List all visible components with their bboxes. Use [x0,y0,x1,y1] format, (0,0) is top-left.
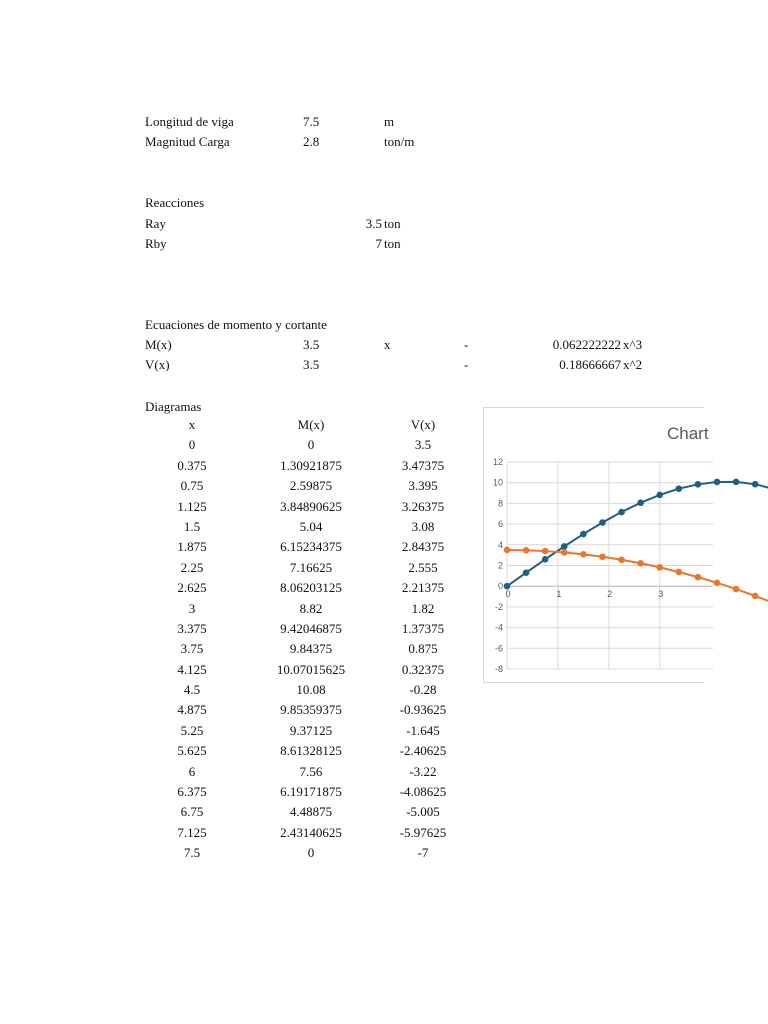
cell-x: 0.75 [180,478,204,494]
cell-moment: 5.04 [299,518,323,534]
y-tick-label: 0 [497,581,503,592]
data-point [542,548,549,555]
ray-value: 3.5 [365,216,382,231]
y-tick-label: 6 [497,519,503,530]
y-tick-label: 2 [497,560,503,571]
equations-heading: Ecuaciones de momento y cortante [145,317,327,332]
cell-shear: 2.84375 [401,539,445,555]
cell-moment: 0 [307,845,315,861]
data-point [676,569,683,576]
reactions-heading: Reacciones [145,195,205,210]
cell-shear: 3.47375 [401,457,445,473]
cell-moment: 8.61328125 [280,743,342,759]
cell-x: 2.625 [177,580,207,596]
moment-eq-term: x^3 [623,337,643,352]
data-point [733,586,740,593]
series-line-1 [507,482,768,586]
cell-moment: 0 [307,437,315,453]
cell-moment: 9.84375 [289,641,333,657]
y-tick-label: 8 [497,498,503,509]
x-tick-label: 0 [505,589,511,600]
data-point [733,479,740,486]
y-tick-label: -4 [494,622,503,633]
cell-moment: 7.16625 [289,559,333,575]
data-point [714,479,721,486]
cell-shear: 0.875 [408,641,438,657]
data-point [618,509,625,516]
y-tick-label: -8 [494,664,503,674]
y-tick-label: 4 [497,539,503,550]
x-tick-label: 2 [607,589,613,600]
column-header-x: x [188,417,196,432]
length-label: Longitud de viga [145,114,234,129]
y-axis-ticks [493,457,503,674]
data-point [523,569,530,576]
cell-moment: 8.06203125 [280,580,342,596]
data-point [656,564,663,571]
cell-x: 6.75 [180,804,204,820]
cell-x: 3.375 [177,620,207,636]
data-point [676,485,683,492]
diagrams-heading: Diagramas [145,399,202,414]
cell-shear: -5.97625 [399,824,447,840]
load-label: Magnitud Carga [145,134,230,149]
column-header-shear: V(x) [410,417,436,432]
series-line-2 [507,550,768,659]
moment-eq-coef: 3.5 [303,337,320,352]
ray-label: Ray [145,216,166,231]
data-point [599,553,606,560]
rby-unit: ton [384,236,401,251]
cell-moment: 7.56 [299,763,323,779]
cell-moment: 6.15234375 [280,539,342,555]
data-point [599,519,606,526]
rby-value: 7 [375,236,382,251]
shear-eq-term: x^2 [623,357,643,372]
data-point [714,580,721,587]
cell-moment: 2.59875 [289,478,333,494]
cell-shear: 0.32375 [401,661,445,677]
cell-x: 0.375 [177,457,207,473]
cell-moment: 10.08 [296,682,326,698]
data-point [656,492,663,499]
cell-moment: 3.84890625 [280,498,342,514]
shear-eq-sign: - [464,357,469,372]
cell-shear: -0.28 [409,682,437,698]
data-point [523,547,530,554]
y-tick-label: 12 [492,457,503,467]
moment-eq-var: x [384,337,391,352]
data-point [752,593,759,600]
cell-x: 0 [188,437,196,453]
cell-x: 1.5 [183,518,201,534]
cell-x: 4.125 [177,661,207,677]
load-unit: ton/m [384,134,415,149]
cell-moment: 1.30921875 [280,457,342,473]
column-header-moment: M(x) [297,417,325,432]
data-point [752,481,759,488]
moment-eq-label: M(x) [145,337,172,352]
length-unit: m [384,114,395,129]
cell-moment: 2.43140625 [280,824,342,840]
load-value: 2.8 [303,134,320,149]
y-tick-label: -2 [494,601,503,612]
cell-shear: 3.26375 [401,498,445,514]
cell-moment: 4.48875 [289,804,333,820]
data-point [695,481,702,488]
cell-x: 7.125 [177,824,207,840]
cell-x: 3 [188,600,196,616]
chart-title: Chart [667,424,709,443]
shear-eq-label: V(x) [145,357,170,372]
cell-moment: 8.82 [299,600,323,616]
cell-x: 4.875 [177,702,207,718]
cell-shear: 3.5 [414,437,432,453]
moment-eq-sign: - [464,337,469,352]
cell-shear: 2.555 [408,559,438,575]
data-point [561,543,568,550]
cell-moment: 9.42046875 [280,620,342,636]
cell-shear: 3.395 [408,478,438,494]
data-point [580,551,587,558]
data-point [504,583,511,590]
data-point [561,549,568,556]
cell-x: 1.125 [177,498,207,514]
chart-series [504,479,768,662]
data-point [504,547,511,554]
shear-eq-coef: 3.5 [303,357,320,372]
data-point [637,499,644,506]
cell-shear: -3.22 [409,763,437,779]
cell-shear: -1.645 [406,722,440,738]
data-point [580,531,587,538]
chart-svg [484,408,709,682]
cell-x: 6.375 [177,784,207,800]
data-point [637,560,644,567]
chart[interactable] [483,407,709,683]
shear-eq-coef2: 0.18666667 [559,357,621,372]
ray-unit: ton [384,216,401,231]
y-tick-label: -6 [494,643,503,654]
x-axis-ticks [505,589,663,599]
cell-shear: -2.40625 [399,743,447,759]
cell-shear: 3.08 [411,518,435,534]
cell-moment: 10.07015625 [276,661,346,677]
cell-shear: -0.93625 [399,702,447,718]
cell-shear: -4.08625 [399,784,447,800]
data-point [695,574,702,581]
data-point [542,556,549,563]
cell-x: 4.5 [183,682,201,698]
cell-shear: -5.005 [406,804,440,820]
cell-x: 7.5 [183,845,201,861]
data-point [618,556,625,563]
cell-x: 6 [188,763,196,779]
cell-shear: 1.37375 [401,620,445,636]
cell-shear: 2.21375 [401,580,445,596]
cell-x: 5.25 [180,722,204,738]
cell-x: 5.625 [177,743,207,759]
rby-label: Rby [145,236,167,251]
y-tick-label: 10 [492,477,503,488]
x-tick-label: 1 [556,589,562,600]
cell-x: 1.875 [177,539,207,555]
cell-x: 2.25 [180,559,204,575]
length-value: 7.5 [303,114,320,129]
x-tick-label: 3 [658,589,664,600]
cell-shear: -7 [417,845,429,861]
cell-x: 3.75 [180,641,204,657]
cell-shear: 1.82 [411,600,435,616]
moment-eq-coef2: 0.062222222 [552,337,621,352]
cell-moment: 9.85359375 [280,702,342,718]
cell-moment: 6.19171875 [280,784,342,800]
cell-moment: 9.37125 [289,722,333,738]
